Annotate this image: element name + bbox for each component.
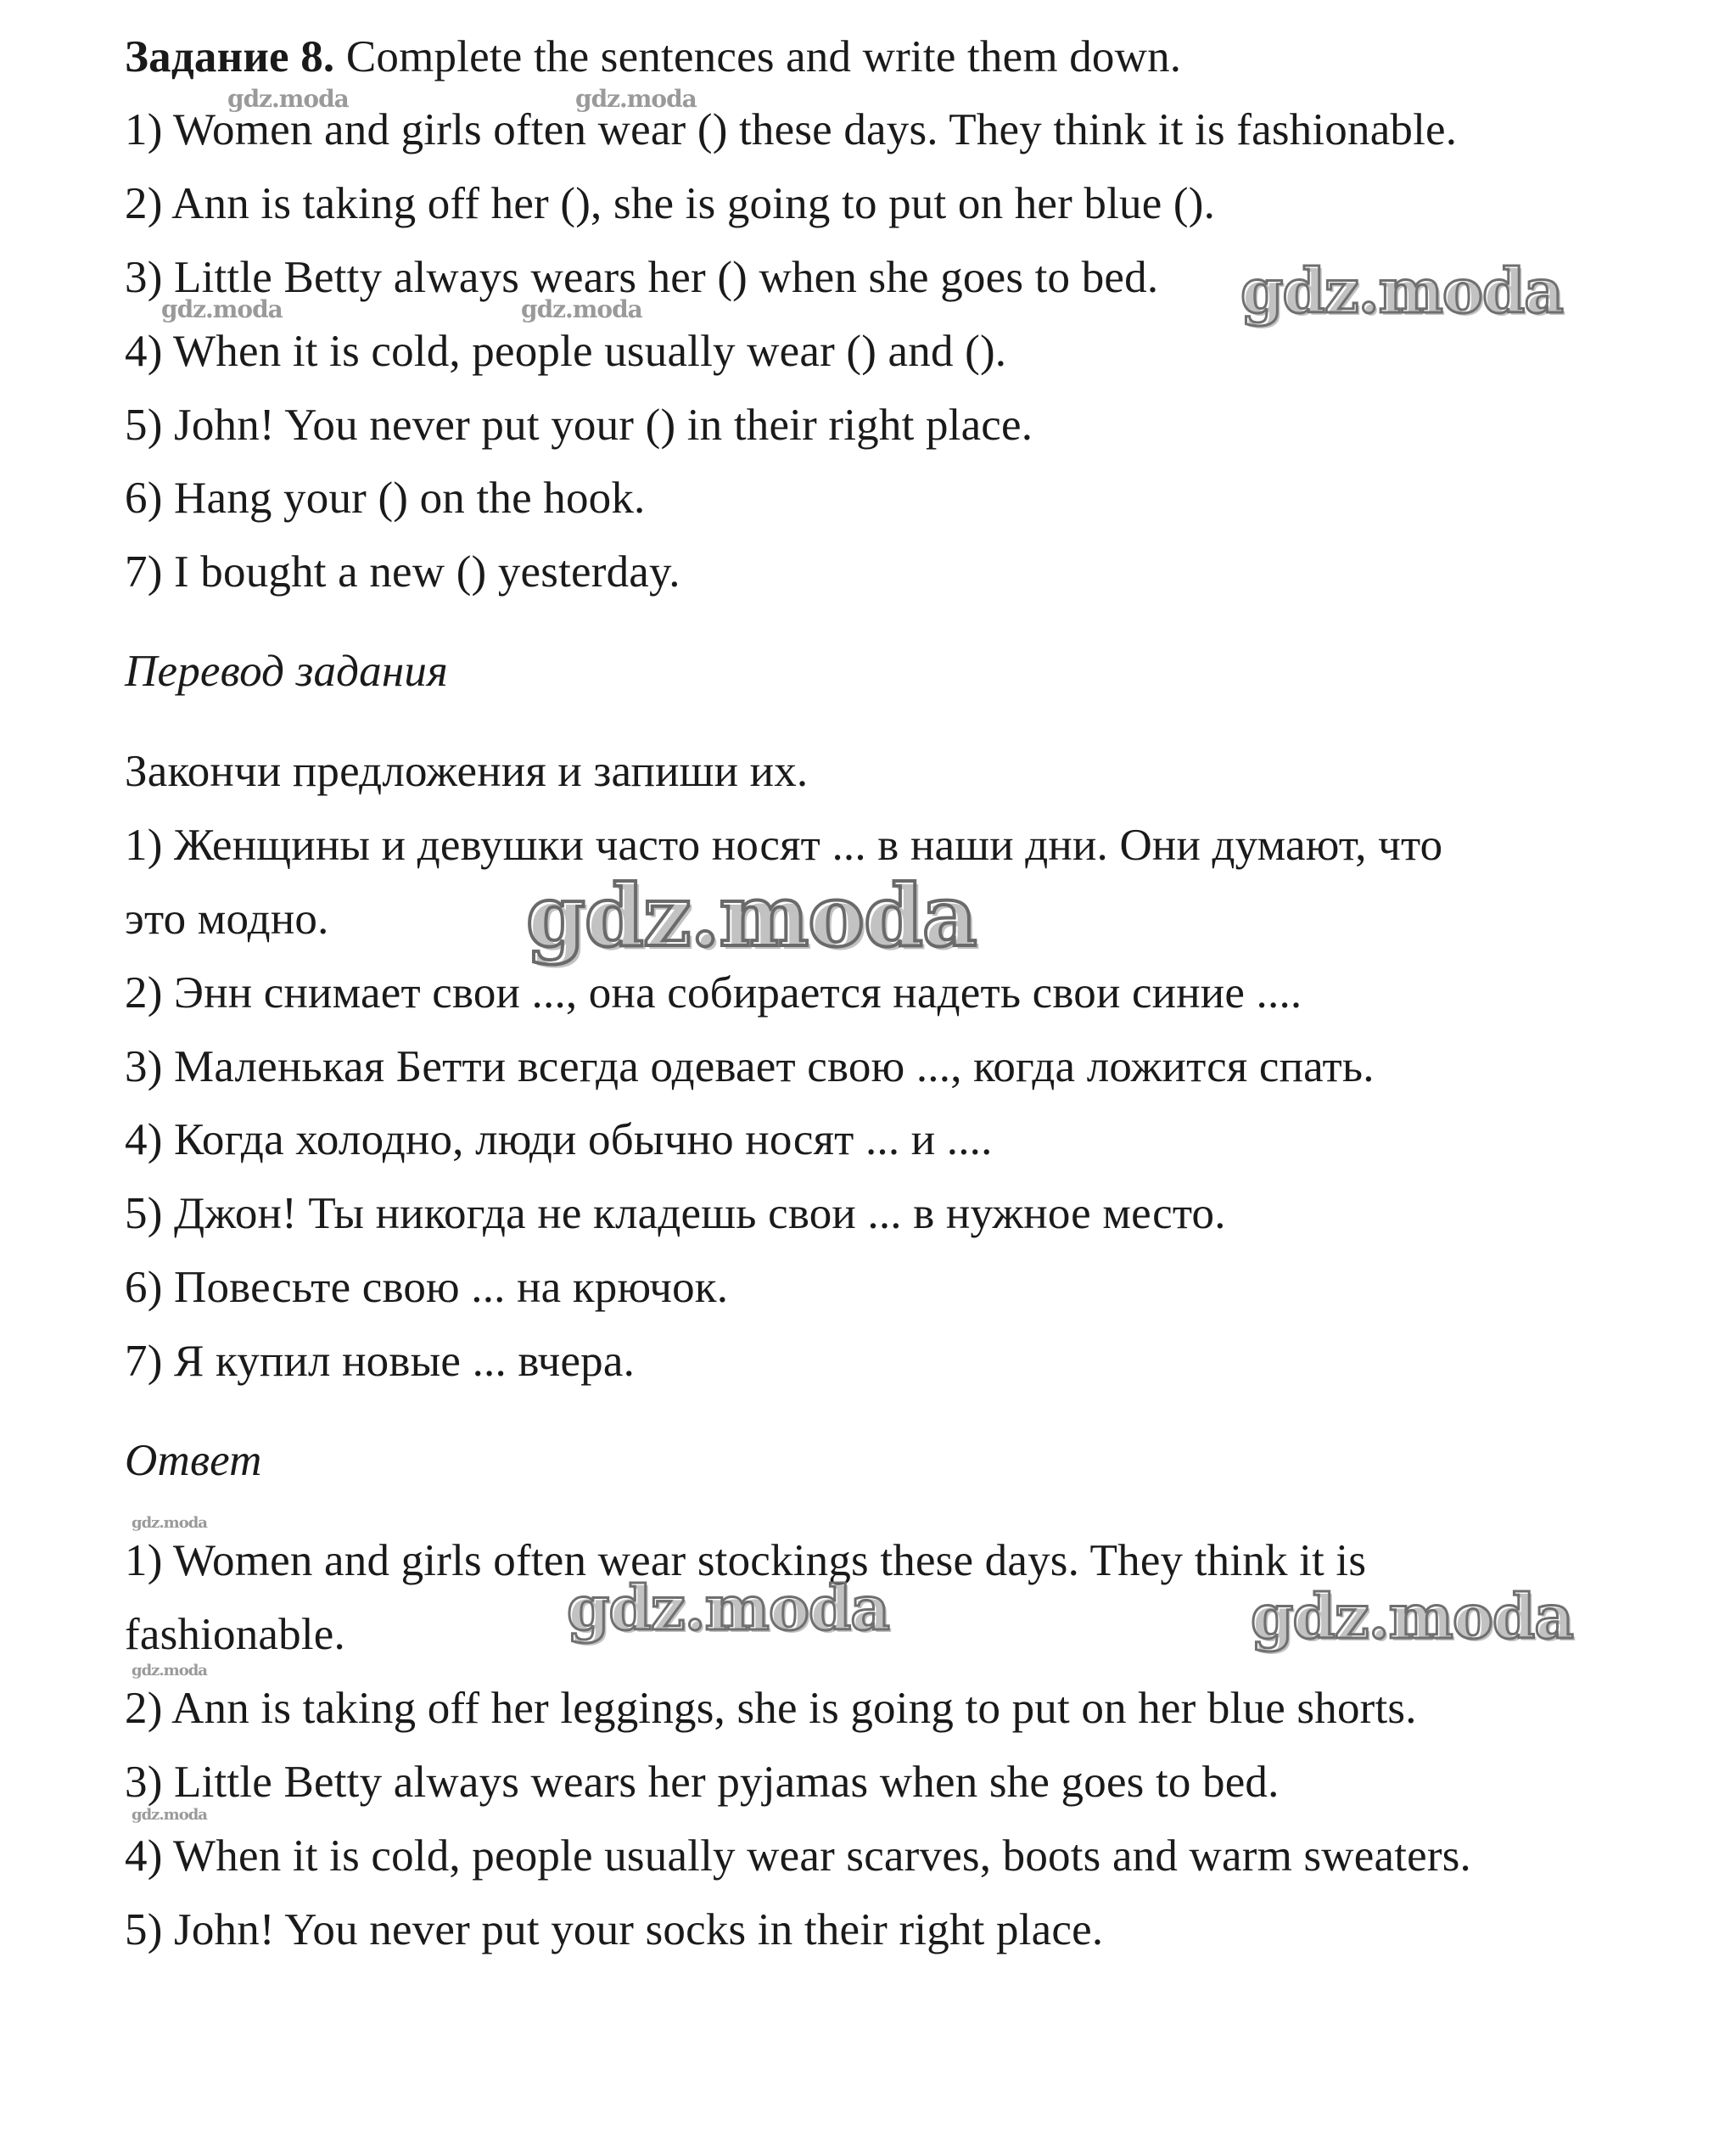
translation-instruction: Закончи предложения и запиши их. [125,747,809,796]
translation-item-5: 5) Джон! Ты никогда не кладешь свои ... в нужное место. [125,1189,1226,1238]
watermark-logo: gdz.moda [526,866,977,966]
translation-item-4: 4) Когда холодно, люди обычно носят ... и .... [125,1115,993,1164]
task-instruction: Complete the sentences and write them down. [345,32,1182,81]
translation-item-2: 2) Энн снимает свои ..., она собирается надеть свои синие .... [125,968,1302,1018]
watermark-logo: gdz.moda [575,85,697,113]
answer-item-1b: fashionable. [125,1610,345,1659]
task-item-2: 2) Ann is taking off her (), she is going to put on her blue (). [125,179,1216,228]
translation-heading: Перевод задания [125,647,448,696]
watermark-logo: gdz.moda [1251,1580,1573,1652]
answer-item-4: 4) When it is cold, people usually wear scarves, boots and warm sweaters. [125,1831,1471,1881]
watermark-logo: gdz.moda [567,1572,889,1644]
answer-item-2: 2) Ann is taking off her leggings, she is going to put on her blue shorts. [125,1684,1417,1733]
task-label: Задание 8. [125,32,335,81]
answer-item-1a: 1) Women and girls often wear stockings these days. They think it is [125,1536,1367,1585]
task-item-3: 3) Little Betty always wears her () when she goes to bed. [125,253,1159,302]
task-header [125,31,1181,83]
translation-item-1b: это модно. [125,894,329,944]
translation-item-6: 6) Повесьте свою ... на крючок. [125,1263,729,1312]
task-item-5: 5) John! You never put your () in their right place. [125,401,1033,450]
watermark-logo: gdz.moda [132,1514,207,1532]
watermark-logo: gdz.moda [132,1806,207,1824]
translation-item-7: 7) Я купил новые ... вчера. [125,1337,636,1386]
task-item-7: 7) I bought a new () yesterday. [125,547,680,597]
task-item-4: 4) When it is cold, people usually wear () and (). [125,327,1007,376]
task-item-1: 1) Women and girls often wear () these days. They think it is fashionable. [125,105,1458,154]
answer-item-3: 3) Little Betty always wears her pyjamas when she goes to bed. [125,1758,1280,1807]
watermark-logo: gdz.moda [1240,255,1563,327]
watermark-logo: gdz.moda [521,295,642,323]
answer-heading: Ответ [125,1436,262,1485]
translation-item-1a: 1) Женщины и девушки часто носят ... в наши дни. Они думают, что [125,821,1443,870]
answer-item-5: 5) John! You never put your socks in their right place. [125,1905,1104,1954]
watermark-logo: gdz.moda [227,85,349,113]
translation-item-3: 3) Маленькая Бетти всегда одевает свою ..., когда ложится спать. [125,1042,1375,1091]
task-item-6: 6) Hang your () on the hook. [125,474,646,523]
watermark-logo: gdz.moda [161,295,283,323]
watermark-logo: gdz.moda [132,1662,207,1679]
